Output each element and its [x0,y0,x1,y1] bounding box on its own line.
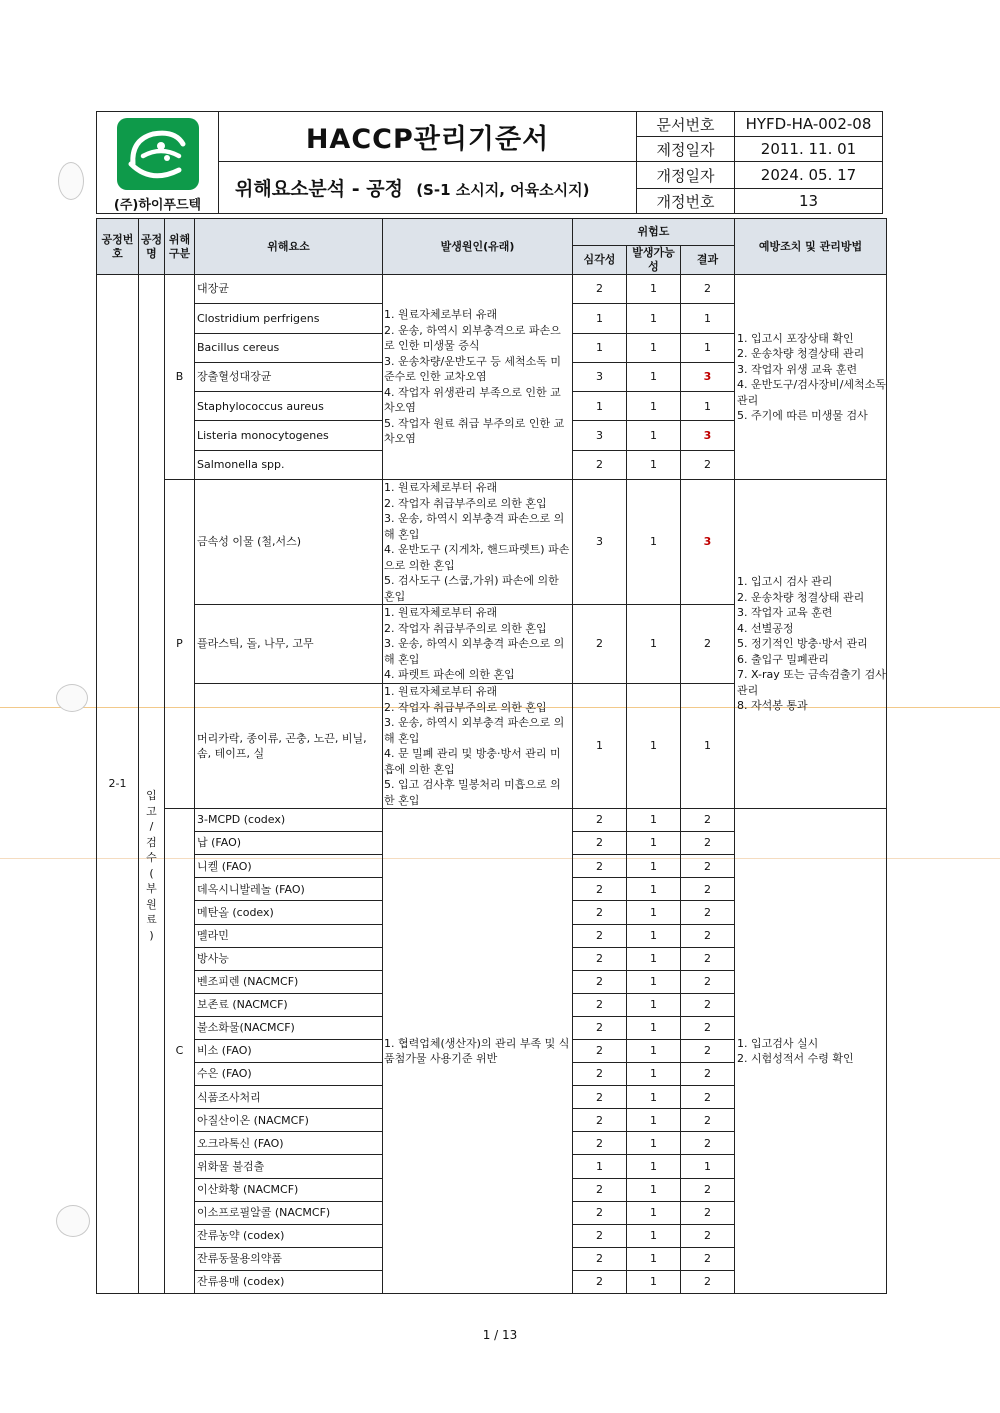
col-likelihood: 발생가능성 [627,246,681,275]
hazard-type-chem: C [165,809,195,1294]
result-value: 2 [681,1109,735,1132]
hazard-name: Staphylococcus aureus [195,392,383,421]
severity-value: 3 [573,480,627,605]
col-severity: 심각성 [573,246,627,275]
hazard-name: 납 (FAO) [195,832,383,855]
likelihood-value: 1 [627,993,681,1016]
severity-value: 2 [573,993,627,1016]
result-value: 2 [681,832,735,855]
hazard-name: 이산화황 (NACMCF) [195,1178,383,1201]
hazard-type-bio: B [165,275,195,480]
result-value: 2 [681,809,735,832]
hazard-name: 메탄올 (codex) [195,901,383,924]
subtitle-main: 위해요소분석 - 공정 [235,178,403,200]
likelihood-value: 1 [627,878,681,901]
hazard-name: 벤조피렌 (NACMCF) [195,970,383,993]
result-value: 2 [681,947,735,970]
punch-hole [56,1205,90,1237]
result-value: 2 [681,878,735,901]
table-row [97,275,887,304]
document-subtitle [219,162,637,214]
likelihood-value: 1 [627,1132,681,1155]
meta-key: 개정일자 [637,162,735,189]
likelihood-value: 1 [627,901,681,924]
col-result: 결과 [681,246,735,275]
result-value: 2 [681,901,735,924]
severity-value: 1 [573,304,627,333]
likelihood-value: 1 [627,362,681,391]
col-risk: 위험도 [573,219,735,246]
likelihood-value: 1 [627,275,681,304]
likelihood-value: 1 [627,970,681,993]
hazard-name: 데옥시니발레놀 (FAO) [195,878,383,901]
company-logo-cell [97,112,219,214]
meta-key: 문서번호 [637,112,735,137]
severity-value: 2 [573,1086,627,1109]
punch-hole [58,162,84,200]
col-hazard: 위해요소 [195,219,383,275]
hazard-name: 수은 (FAO) [195,1063,383,1086]
severity-value: 2 [573,1016,627,1039]
severity-value: 2 [573,605,627,684]
hazard-name: 잔류동물용의약품 [195,1247,383,1270]
process-name: 입 고 / 검 수 ( 부 원 료 ) [139,275,165,1294]
result-value: 1 [681,304,735,333]
severity-value: 2 [573,1109,627,1132]
likelihood-value: 1 [627,1063,681,1086]
smile-logo-icon [117,118,199,190]
prevention-text: 1. 입고시 포장상태 확인 2. 운송차량 청결상태 관리 3. 작업자 위생 교육 훈련 4. 운반도구/검사장비/세척소독관리 5. 주기에 따른 미생물 검사 [735,275,887,480]
result-value: 3 [681,480,735,605]
hazard-name: 보존료 (NACMCF) [195,993,383,1016]
severity-value: 1 [573,684,627,809]
meta-key: 개정번호 [637,189,735,214]
likelihood-value: 1 [627,450,681,479]
likelihood-value: 1 [627,832,681,855]
cause-text: 1. 원료자체로부터 유래 2. 작업자 취급부주의로 의한 혼입 3. 운송, 하역시 외부충격 파손으로 의해 혼입 4. 문 밀폐 관리 및 방충·방서 관리 미흡에 의한 혼입 5. 입고 검사후 밀봉처리 미흡으로 의한 혼입 [383,684,573,809]
document-header [96,111,883,214]
result-value: 2 [681,1201,735,1224]
result-value: 2 [681,924,735,947]
result-value: 2 [681,1132,735,1155]
result-value: 2 [681,1270,735,1293]
result-value: 2 [681,450,735,479]
result-value: 1 [681,392,735,421]
severity-value: 2 [573,1040,627,1063]
col-prevention: 예방조치 및 관리방법 [735,219,887,275]
likelihood-value: 1 [627,1109,681,1132]
result-value: 1 [681,333,735,362]
hazard-name: 대장균 [195,275,383,304]
hazard-name: 플라스틱, 돌, 나무, 고무 [195,605,383,684]
meta-value: 2011. 11. 01 [735,137,883,162]
hazard-name: 비소 (FAO) [195,1040,383,1063]
process-number: 2-1 [97,275,139,1294]
hazard-analysis-table [96,218,887,1294]
hazard-name: 멜라민 [195,924,383,947]
severity-value: 2 [573,275,627,304]
result-value: 3 [681,421,735,450]
page-number: 1 / 13 [482,1328,518,1342]
severity-value: 2 [573,947,627,970]
likelihood-value: 1 [627,1016,681,1039]
company-logo [117,118,199,190]
severity-value: 2 [573,1132,627,1155]
severity-value: 1 [573,333,627,362]
likelihood-value: 1 [627,1155,681,1178]
hazard-name: 잔류용매 (codex) [195,1270,383,1293]
likelihood-value: 1 [627,333,681,362]
company-name: (주)하이푸드텍 [113,198,202,213]
hazard-name: Salmonella spp. [195,450,383,479]
likelihood-value: 1 [627,924,681,947]
result-value: 2 [681,605,735,684]
prevention-text: 1. 입고시 검사 관리 2. 운송차량 청결상태 관리 3. 작업자 교육 훈련 4. 선별공정 5. 정기적인 방충·방서 관리 6. 출입구 밀폐관리 7. X-ray 또는 금속검출기 검사관리 8. 자석봉 통과 [735,480,887,809]
result-value: 2 [681,1224,735,1247]
document-title: HACCP관리기준서 [219,112,637,162]
severity-value: 2 [573,1178,627,1201]
hazard-name: Clostridium perfrigens [195,304,383,333]
col-process-no: 공정번호 [97,219,139,275]
cause-text: 1. 원료자체로부터 유래 2. 작업자 취급부주의로 의한 혼입 3. 운송, 하역시 외부충격 파손으로 의해 혼입 4. 운반도구 (지게차, 핸드파렛트) 파손으로 의한 혼입 5. 검사도구 (스쿱,가위) 파손에 의한 혼입 [383,480,573,605]
severity-value: 2 [573,1270,627,1293]
likelihood-value: 1 [627,421,681,450]
hazard-name: 머리카락, 종이류, 곤충, 노끈, 비닐, 솜, 테이프, 실 [195,684,383,809]
hazard-name: 금속성 이물 (철,서스) [195,480,383,605]
hazard-name: 불소화물(NACMCF) [195,1016,383,1039]
likelihood-value: 1 [627,684,681,809]
cause-text: 1. 협력업체(생산자)의 관리 부족 및 식품첨가물 사용기준 위반 [383,809,573,1294]
punch-hole [56,684,88,712]
severity-value: 1 [573,1155,627,1178]
severity-value: 2 [573,1224,627,1247]
meta-value: 13 [735,189,883,214]
severity-value: 3 [573,362,627,391]
hazard-type-phys: P [165,480,195,809]
result-value: 2 [681,855,735,878]
likelihood-value: 1 [627,304,681,333]
likelihood-value: 1 [627,1201,681,1224]
hazard-name: 3-MCPD (codex) [195,809,383,832]
severity-value: 2 [573,970,627,993]
severity-value: 2 [573,924,627,947]
result-value: 2 [681,1016,735,1039]
severity-value: 3 [573,421,627,450]
severity-value: 2 [573,855,627,878]
result-value: 1 [681,684,735,809]
hazard-name: 잔류농약 (codex) [195,1224,383,1247]
severity-value: 2 [573,901,627,924]
result-value: 2 [681,1247,735,1270]
result-value: 2 [681,1178,735,1201]
likelihood-value: 1 [627,809,681,832]
likelihood-value: 1 [627,480,681,605]
meta-key: 제정일자 [637,137,735,162]
severity-value: 2 [573,450,627,479]
likelihood-value: 1 [627,1178,681,1201]
likelihood-value: 1 [627,947,681,970]
table-row [97,480,887,605]
table-row [97,809,887,832]
likelihood-value: 1 [627,855,681,878]
severity-value: 1 [573,392,627,421]
col-cause: 발생원인(유래) [383,219,573,275]
likelihood-value: 1 [627,1247,681,1270]
col-process-name: 공정명 [139,219,165,275]
likelihood-value: 1 [627,1224,681,1247]
likelihood-value: 1 [627,392,681,421]
hazard-name: Bacillus cereus [195,333,383,362]
hazard-name: 식품조사처리 [195,1086,383,1109]
result-value: 2 [681,993,735,1016]
meta-value: HYFD-HA-002-08 [735,112,883,137]
likelihood-value: 1 [627,1040,681,1063]
likelihood-value: 1 [627,1270,681,1293]
hazard-name: 장출혈성대장균 [195,362,383,391]
severity-value: 2 [573,1201,627,1224]
col-hazard-type: 위해구분 [165,219,195,275]
prevention-text: 1. 입고검사 실시 2. 시험성적서 수령 확인 [735,809,887,1294]
hazard-name: 아질산이온 (NACMCF) [195,1109,383,1132]
subtitle-product: (S-1 소시지, 어육소시지) [416,181,590,199]
hazard-name: 위화물 불검출 [195,1155,383,1178]
severity-value: 2 [573,809,627,832]
cause-text: 1. 원료자체로부터 유래 2. 작업자 취급부주의로 의한 혼입 3. 운송, 하역시 외부충격 파손으로 의해 혼입 4. 파렛트 파손에 의한 혼입 [383,605,573,684]
result-value: 1 [681,1155,735,1178]
result-value: 2 [681,1063,735,1086]
hazard-table-body [97,275,887,1294]
result-value: 2 [681,970,735,993]
severity-value: 2 [573,832,627,855]
severity-value: 2 [573,1063,627,1086]
meta-value: 2024. 05. 17 [735,162,883,189]
cause-text: 1. 원료자체로부터 유래 2. 운송, 하역시 외부충격으로 파손으로 인한 미생물 증식 3. 운송차량/운반도구 등 세척소독 미준수로 인한 교차오염 4. 작업자 위생관리 부족으로 인한 교차오염 5. 작업자 원료 취급 부주의로 인한 교차오염 [383,275,573,480]
hazard-name: 니켈 (FAO) [195,855,383,878]
hazard-name: Listeria monocytogenes [195,421,383,450]
likelihood-value: 1 [627,605,681,684]
likelihood-value: 1 [627,1086,681,1109]
result-value: 2 [681,1040,735,1063]
hazard-name: 방사능 [195,947,383,970]
hazard-name: 이소프로필알콜 (NACMCF) [195,1201,383,1224]
result-value: 3 [681,362,735,391]
hazard-name: 오크라톡신 (FAO) [195,1132,383,1155]
result-value: 2 [681,1086,735,1109]
severity-value: 2 [573,1247,627,1270]
severity-value: 2 [573,878,627,901]
result-value: 2 [681,275,735,304]
